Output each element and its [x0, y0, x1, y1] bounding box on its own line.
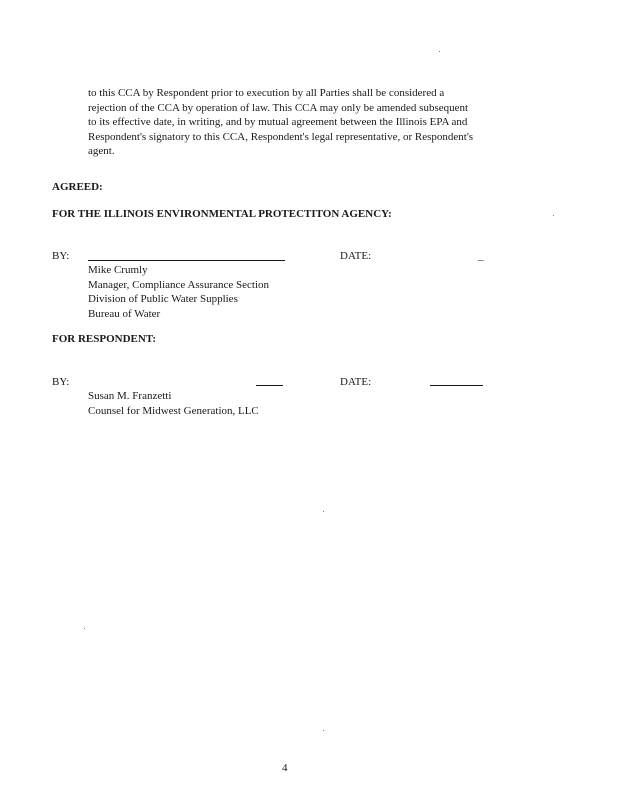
respondent-signer-title: Counsel for Midwest Generation, LLC — [88, 404, 259, 417]
scan-speck — [553, 215, 554, 216]
agency-by-label: BY: — [52, 250, 70, 262]
agency-signer-bureau: Bureau of Water — [88, 307, 161, 320]
agency-date-mark: _ — [478, 250, 484, 262]
scan-speck — [323, 511, 324, 512]
respondent-date-line — [430, 385, 483, 386]
agency-signer-title: Manager, Compliance Assurance Section — [88, 278, 270, 291]
respondent-by-label: BY: — [52, 376, 70, 388]
respondent-date-label: DATE: — [340, 376, 372, 388]
scan-speck — [439, 51, 440, 52]
paragraph — [88, 86, 473, 159]
respondent-signer-name: Susan M. Franzetti — [88, 390, 172, 402]
paragraph-line: to its effective date, in writing, and by mutual agreement between the Illinois EPA and — [88, 116, 468, 129]
respondent-signer-block — [88, 389, 259, 418]
scan-speck — [323, 730, 324, 731]
paragraph-line: agent. — [88, 145, 115, 158]
agency-signer-block — [88, 263, 269, 321]
agency-signature-line — [88, 260, 285, 261]
agency-signer-division: Division of Public Water Supplies — [88, 293, 238, 306]
scan-speck — [84, 628, 85, 629]
agency-heading: FOR THE ILLINOIS ENVIRONMENTAL PROTECTITON AGENCY: — [52, 208, 392, 220]
agency-signer-name: Mike Crumly — [88, 264, 148, 276]
paragraph-line: to this CCA by Respondent prior to execution by all Parties shall be considered a — [88, 87, 445, 99]
paragraph-line: Respondent's signatory to this CCA, Respondent's legal representative, or Respondent's — [88, 130, 474, 143]
paragraph-line: rejection of the CCA by operation of law. This CCA may only be amended subsequent — [88, 101, 469, 114]
agency-date-label: DATE: — [340, 250, 372, 262]
respondent-heading: FOR RESPONDENT: — [52, 333, 156, 345]
page-number: 4 — [282, 762, 288, 774]
respondent-signature-line — [256, 385, 283, 386]
agreed-heading: AGREED: — [52, 181, 103, 193]
